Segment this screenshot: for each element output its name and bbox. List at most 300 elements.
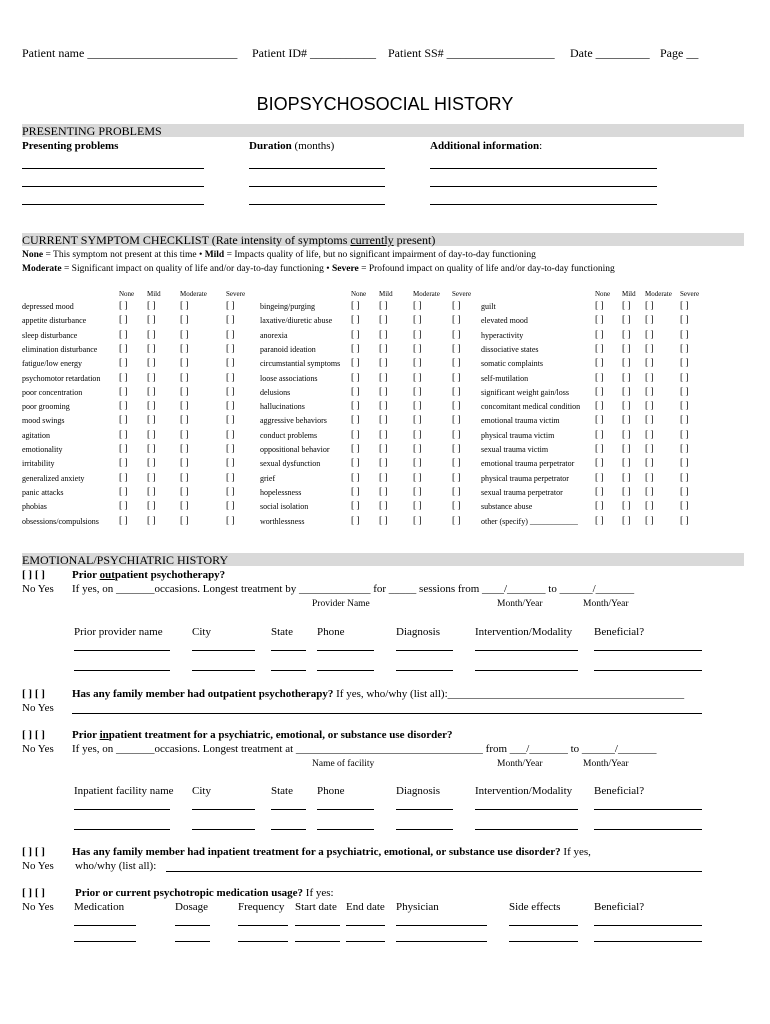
medication-entry-line[interactable] xyxy=(346,925,385,926)
rating-checkbox-mild[interactable]: [ ] xyxy=(622,486,631,497)
rating-checkbox-none[interactable]: [ ] xyxy=(595,515,604,526)
rating-checkbox-mild[interactable]: [ ] xyxy=(379,386,388,397)
inpatient-entry-line[interactable] xyxy=(475,829,578,830)
rating-checkbox-none[interactable]: [ ] xyxy=(119,401,128,412)
rating-checkbox-none[interactable]: [ ] xyxy=(351,444,360,454)
q2-checkboxes[interactable]: [ ] [ ] xyxy=(22,688,45,700)
rating-checkbox-none[interactable]: [ ] xyxy=(119,444,128,454)
medication-entry-line[interactable] xyxy=(346,941,385,942)
q1-provider-caption: Provider Name xyxy=(312,599,370,609)
info-line-1[interactable] xyxy=(430,168,657,169)
rating-checkbox-none[interactable]: [ ] xyxy=(595,386,604,397)
rating-checkbox-mild[interactable]: [ ] xyxy=(622,501,631,512)
q5-checkboxes[interactable]: [ ] [ ] xyxy=(22,887,45,899)
problem-line-2[interactable] xyxy=(22,186,204,187)
rating-checkbox-moderate[interactable]: [ ] xyxy=(413,343,422,354)
rating-checkbox-moderate[interactable]: [ ] xyxy=(180,372,189,383)
rating-checkbox-mild[interactable]: [ ] xyxy=(622,315,631,326)
rating-checkbox-moderate[interactable]: [ ] xyxy=(645,444,654,454)
provider-entry-line[interactable] xyxy=(192,650,255,651)
rating-checkbox-moderate[interactable]: [ ] xyxy=(180,386,189,397)
rating-checkbox-severe[interactable]: [ ] xyxy=(226,486,235,497)
rating-checkbox-severe[interactable]: [ ] xyxy=(452,329,461,340)
rating-checkbox-severe[interactable]: [ ] xyxy=(452,429,461,440)
rating-checkbox-mild[interactable]: [ ] xyxy=(622,372,631,383)
inpatient-entry-line[interactable] xyxy=(192,809,255,810)
rating-checkbox-none[interactable]: [ ] xyxy=(119,386,128,397)
rating-checkbox-severe[interactable]: [ ] xyxy=(226,429,235,440)
medication-entry-line[interactable] xyxy=(175,941,210,942)
medication-entry-line[interactable] xyxy=(74,941,136,942)
q3-question xyxy=(72,729,453,741)
provider-entry-line[interactable] xyxy=(396,670,453,671)
rating-checkbox-mild[interactable]: [ ] xyxy=(379,372,388,383)
rating-checkbox-severe[interactable]: [ ] xyxy=(680,486,689,497)
rating-checkbox-severe[interactable]: [ ] xyxy=(452,372,461,383)
rating-checkbox-moderate[interactable]: [ ] xyxy=(645,472,654,483)
q1-no-yes: No Yes xyxy=(22,583,54,595)
legend-severe: Severe xyxy=(331,264,359,274)
legend-moderate-desc: = Significant impact on quality of life and/or day-to-day functioning • xyxy=(61,264,332,274)
provider-entry-line[interactable] xyxy=(317,670,374,671)
inpatient-entry-line[interactable] xyxy=(271,809,306,810)
rating-checkbox-severe[interactable]: [ ] xyxy=(226,458,235,469)
rating-checkbox-mild[interactable]: [ ] xyxy=(147,486,156,497)
provider-entry-line[interactable] xyxy=(192,670,255,671)
rating-checkbox-mild[interactable]: [ ] xyxy=(147,444,156,454)
rating-checkbox-severe[interactable]: [ ] xyxy=(680,343,689,354)
rating-checkbox-severe[interactable]: [ ] xyxy=(680,329,689,340)
rating-checkbox-none[interactable]: [ ] xyxy=(351,372,360,383)
prov-col-city: City xyxy=(192,626,211,638)
provider-entry-line[interactable] xyxy=(271,650,306,651)
rating-checkbox-none[interactable]: [ ] xyxy=(351,472,360,483)
legend-line-2 xyxy=(22,264,615,274)
rating-checkbox-severe[interactable]: [ ] xyxy=(226,301,235,311)
medication-entry-line[interactable] xyxy=(175,925,210,926)
provider-entry-line[interactable] xyxy=(74,650,170,651)
rating-checkbox-moderate[interactable]: [ ] xyxy=(180,301,189,311)
rating-checkbox-severe[interactable]: [ ] xyxy=(452,386,461,397)
rating-checkbox-moderate[interactable]: [ ] xyxy=(413,501,422,512)
rating-checkbox-severe[interactable]: [ ] xyxy=(226,415,235,426)
inpatient-entry-line[interactable] xyxy=(396,829,453,830)
inpatient-entry-line[interactable] xyxy=(317,829,374,830)
patient-ss-field[interactable]: Patient SS# __________________ xyxy=(388,46,555,60)
rating-checkbox-none[interactable]: [ ] xyxy=(119,372,128,383)
rating-checkbox-severe[interactable]: [ ] xyxy=(226,515,235,526)
rating-checkbox-severe[interactable]: [ ] xyxy=(680,358,689,369)
rating-checkbox-severe[interactable]: [ ] xyxy=(680,301,689,311)
rating-checkbox-severe[interactable]: [ ] xyxy=(680,401,689,412)
rating-checkbox-moderate[interactable]: [ ] xyxy=(180,515,189,526)
page-field[interactable]: Page __ xyxy=(660,46,699,60)
rating-checkbox-none[interactable]: [ ] xyxy=(119,315,128,326)
q1-detail-line[interactable]: If yes, on _______occasions. Longest treatment by _____________ for _____ sessions from ____/_______ to ______/_______ xyxy=(72,583,635,595)
rating-checkbox-severe[interactable]: [ ] xyxy=(452,358,461,369)
medication-entry-line[interactable] xyxy=(295,941,340,942)
q1-checkboxes[interactable]: [ ] [ ] xyxy=(22,569,45,581)
duration-line-1[interactable] xyxy=(249,168,385,169)
rating-checkbox-severe[interactable]: [ ] xyxy=(226,501,235,512)
med-col-start-date: Start date xyxy=(295,901,337,913)
rating-checkbox-none[interactable]: [ ] xyxy=(595,458,604,469)
medication-entry-line[interactable] xyxy=(238,941,288,942)
rating-checkbox-moderate[interactable]: [ ] xyxy=(180,343,189,354)
rating-checkbox-none[interactable]: [ ] xyxy=(119,343,128,354)
rating-checkbox-none[interactable]: [ ] xyxy=(351,501,360,512)
rating-checkbox-none[interactable]: [ ] xyxy=(595,415,604,426)
symptom-label: sleep disturbance xyxy=(22,330,78,340)
rating-checkbox-mild[interactable]: [ ] xyxy=(622,458,631,469)
rating-checkbox-none[interactable]: [ ] xyxy=(351,315,360,326)
symptom-label: elevated mood xyxy=(481,316,528,326)
rating-checkbox-mild[interactable]: [ ] xyxy=(379,301,388,311)
rating-checkbox-moderate[interactable]: [ ] xyxy=(180,401,189,412)
rating-checkbox-none[interactable]: [ ] xyxy=(595,486,604,497)
rating-checkbox-mild[interactable]: [ ] xyxy=(622,415,631,426)
rating-checkbox-severe[interactable]: [ ] xyxy=(680,515,689,526)
rating-checkbox-mild[interactable]: [ ] xyxy=(379,501,388,512)
rating-checkbox-moderate[interactable]: [ ] xyxy=(180,458,189,469)
rating-checkbox-severe[interactable]: [ ] xyxy=(680,415,689,426)
info-line-2[interactable] xyxy=(430,186,657,187)
rating-checkbox-severe[interactable]: [ ] xyxy=(452,315,461,326)
rating-checkbox-severe[interactable]: [ ] xyxy=(680,372,689,383)
rating-checkbox-mild[interactable]: [ ] xyxy=(379,358,388,369)
provider-entry-line[interactable] xyxy=(594,650,702,651)
rating-checkbox-moderate[interactable]: [ ] xyxy=(645,329,654,340)
rating-checkbox-none[interactable]: [ ] xyxy=(595,501,604,512)
rating-checkbox-severe[interactable]: [ ] xyxy=(680,315,689,326)
rating-checkbox-mild[interactable]: [ ] xyxy=(379,444,388,454)
rating-checkbox-none[interactable]: [ ] xyxy=(119,301,128,311)
q2-answer-line[interactable] xyxy=(72,713,702,714)
rating-checkbox-none[interactable]: [ ] xyxy=(351,429,360,440)
rating-checkbox-none[interactable]: [ ] xyxy=(351,401,360,412)
inpatient-entry-line[interactable] xyxy=(192,829,255,830)
rating-header-moderate: Moderate xyxy=(413,290,440,298)
rating-checkbox-none[interactable]: [ ] xyxy=(351,415,360,426)
problem-line-1[interactable] xyxy=(22,168,204,169)
date-field[interactable]: Date _________ xyxy=(570,46,650,60)
rating-checkbox-none[interactable]: [ ] xyxy=(119,486,128,497)
rating-checkbox-mild[interactable]: [ ] xyxy=(147,315,156,326)
symptom-label: emotional trauma victim xyxy=(481,416,560,426)
legend-none-desc: = This symptom not present at this time • xyxy=(43,250,205,260)
rating-checkbox-moderate[interactable]: [ ] xyxy=(180,472,189,483)
medication-entry-line[interactable] xyxy=(594,941,702,942)
rating-checkbox-none[interactable]: [ ] xyxy=(595,401,604,412)
rating-checkbox-severe[interactable]: [ ] xyxy=(680,501,689,512)
section-title-presenting: PRESENTING PROBLEMS xyxy=(22,124,162,138)
q1-out: out xyxy=(99,569,115,581)
rating-checkbox-severe[interactable]: [ ] xyxy=(226,358,235,369)
inpatient-entry-line[interactable] xyxy=(594,809,702,810)
rating-checkbox-mild[interactable]: [ ] xyxy=(622,343,631,354)
additional-info-label: Additional information xyxy=(430,140,540,152)
rating-checkbox-none[interactable]: [ ] xyxy=(351,486,360,497)
rating-checkbox-none[interactable]: [ ] xyxy=(119,472,128,483)
rating-checkbox-moderate[interactable]: [ ] xyxy=(413,315,422,326)
legend-mild-desc: = Impacts quality of life, but no significant impairment of day-to-day functioning xyxy=(224,250,536,260)
duration-unit: (months) xyxy=(291,140,335,152)
rating-checkbox-mild[interactable]: [ ] xyxy=(622,358,631,369)
rating-checkbox-severe[interactable]: [ ] xyxy=(226,372,235,383)
rating-checkbox-mild[interactable]: [ ] xyxy=(147,415,156,426)
rating-checkbox-mild[interactable]: [ ] xyxy=(147,472,156,483)
inp-col-name: Inpatient facility name xyxy=(74,785,174,797)
rating-header-moderate: Moderate xyxy=(645,290,672,298)
q3-pre: Prior xyxy=(72,729,100,741)
rating-checkbox-moderate[interactable]: [ ] xyxy=(413,358,422,369)
rating-checkbox-mild[interactable]: [ ] xyxy=(622,386,631,397)
medication-entry-line[interactable] xyxy=(396,941,487,942)
rating-checkbox-mild[interactable]: [ ] xyxy=(147,515,156,526)
rating-checkbox-severe[interactable]: [ ] xyxy=(452,415,461,426)
q2-question[interactable] xyxy=(72,688,684,700)
rating-checkbox-none[interactable]: [ ] xyxy=(595,343,604,354)
rating-checkbox-none[interactable]: [ ] xyxy=(595,429,604,440)
rating-checkbox-none[interactable]: [ ] xyxy=(351,343,360,354)
medication-entry-line[interactable] xyxy=(509,941,578,942)
rating-checkbox-moderate[interactable]: [ ] xyxy=(645,486,654,497)
rating-checkbox-mild[interactable]: [ ] xyxy=(147,372,156,383)
symptom-label: sexual trauma perpetrator xyxy=(481,487,563,497)
rating-checkbox-moderate[interactable]: [ ] xyxy=(180,501,189,512)
rating-checkbox-mild[interactable]: [ ] xyxy=(379,329,388,340)
medication-entry-line[interactable] xyxy=(594,925,702,926)
inpatient-entry-line[interactable] xyxy=(396,809,453,810)
q4-answer-line[interactable] xyxy=(166,871,702,872)
rating-checkbox-severe[interactable]: [ ] xyxy=(226,315,235,326)
rating-header-moderate: Moderate xyxy=(180,290,207,298)
rating-checkbox-none[interactable]: [ ] xyxy=(595,358,604,369)
rating-checkbox-mild[interactable]: [ ] xyxy=(379,429,388,440)
rating-checkbox-moderate[interactable]: [ ] xyxy=(180,444,189,454)
provider-entry-line[interactable] xyxy=(475,650,578,651)
rating-checkbox-mild[interactable]: [ ] xyxy=(622,515,631,526)
provider-entry-line[interactable] xyxy=(594,670,702,671)
rating-checkbox-none[interactable]: [ ] xyxy=(595,444,604,454)
rating-checkbox-none[interactable]: [ ] xyxy=(595,472,604,483)
rating-checkbox-mild[interactable]: [ ] xyxy=(622,472,631,483)
rating-checkbox-mild[interactable]: [ ] xyxy=(147,329,156,340)
rating-checkbox-moderate[interactable]: [ ] xyxy=(645,301,654,311)
rating-checkbox-mild[interactable]: [ ] xyxy=(147,429,156,440)
rating-checkbox-mild[interactable]: [ ] xyxy=(379,472,388,483)
rating-checkbox-severe[interactable]: [ ] xyxy=(226,329,235,340)
rating-checkbox-severe[interactable]: [ ] xyxy=(680,386,689,397)
rating-checkbox-severe[interactable]: [ ] xyxy=(452,472,461,483)
rating-checkbox-severe[interactable]: [ ] xyxy=(680,472,689,483)
inpatient-entry-line[interactable] xyxy=(317,809,374,810)
checklist-title-currently: currently xyxy=(350,233,394,247)
rating-checkbox-none[interactable]: [ ] xyxy=(351,458,360,469)
rating-checkbox-moderate[interactable]: [ ] xyxy=(413,386,422,397)
rating-checkbox-mild[interactable]: [ ] xyxy=(622,444,631,454)
provider-entry-line[interactable] xyxy=(396,650,453,651)
rating-checkbox-moderate[interactable]: [ ] xyxy=(413,415,422,426)
rating-checkbox-severe[interactable]: [ ] xyxy=(226,444,235,454)
rating-checkbox-moderate[interactable]: [ ] xyxy=(645,401,654,412)
info-line-3[interactable] xyxy=(430,204,657,205)
rating-checkbox-mild[interactable]: [ ] xyxy=(379,458,388,469)
rating-checkbox-none[interactable]: [ ] xyxy=(351,386,360,397)
rating-checkbox-mild[interactable]: [ ] xyxy=(622,401,631,412)
symptom-label: loose associations xyxy=(260,373,318,383)
med-col-side-effects: Side effects xyxy=(509,901,561,913)
rating-checkbox-mild[interactable]: [ ] xyxy=(622,329,631,340)
inpatient-entry-line[interactable] xyxy=(475,809,578,810)
legend-severe-desc: = Profound impact on quality of life and/or day-to-day functioning xyxy=(358,264,615,274)
rating-checkbox-none[interactable]: [ ] xyxy=(351,301,360,311)
medication-entry-line[interactable] xyxy=(238,925,288,926)
rating-checkbox-moderate[interactable]: [ ] xyxy=(645,458,654,469)
rating-checkbox-severe[interactable]: [ ] xyxy=(680,429,689,440)
prov-col-beneficial: Beneficial? xyxy=(594,626,645,638)
rating-checkbox-severe[interactable]: [ ] xyxy=(226,386,235,397)
rating-checkbox-moderate[interactable]: [ ] xyxy=(645,515,654,526)
rating-checkbox-moderate[interactable]: [ ] xyxy=(645,315,654,326)
rating-checkbox-none[interactable]: [ ] xyxy=(351,515,360,526)
rating-checkbox-severe[interactable]: [ ] xyxy=(226,401,235,412)
rating-checkbox-moderate[interactable]: [ ] xyxy=(645,343,654,354)
rating-checkbox-moderate[interactable]: [ ] xyxy=(645,429,654,440)
rating-checkbox-none[interactable]: [ ] xyxy=(119,329,128,340)
rating-checkbox-severe[interactable]: [ ] xyxy=(452,401,461,412)
symptom-label: mood swings xyxy=(22,416,65,426)
rating-checkbox-severe[interactable]: [ ] xyxy=(452,343,461,354)
rating-checkbox-moderate[interactable]: [ ] xyxy=(413,301,422,311)
rating-checkbox-mild[interactable]: [ ] xyxy=(379,486,388,497)
provider-entry-line[interactable] xyxy=(317,650,374,651)
duration-line-2[interactable] xyxy=(249,186,385,187)
rating-checkbox-moderate[interactable]: [ ] xyxy=(413,429,422,440)
rating-checkbox-none[interactable]: [ ] xyxy=(119,429,128,440)
rating-checkbox-mild[interactable]: [ ] xyxy=(379,315,388,326)
rating-checkbox-mild[interactable]: [ ] xyxy=(147,401,156,412)
rating-checkbox-mild[interactable]: [ ] xyxy=(622,429,631,440)
inpatient-entry-line[interactable] xyxy=(74,829,170,830)
med-col-physician: Physician xyxy=(396,901,439,913)
rating-checkbox-moderate[interactable]: [ ] xyxy=(413,372,422,383)
rating-checkbox-severe[interactable]: [ ] xyxy=(452,501,461,512)
patient-id-field[interactable]: Patient ID# ___________ xyxy=(252,46,376,60)
q4-who-why: who/why (list all): xyxy=(75,860,157,872)
patient-name-field[interactable]: Patient name _________________________ xyxy=(22,46,238,60)
rating-checkbox-moderate[interactable]: [ ] xyxy=(413,401,422,412)
rating-checkbox-moderate[interactable]: [ ] xyxy=(413,486,422,497)
rating-checkbox-mild[interactable]: [ ] xyxy=(147,501,156,512)
rating-checkbox-moderate[interactable]: [ ] xyxy=(645,501,654,512)
rating-checkbox-mild[interactable]: [ ] xyxy=(379,343,388,354)
provider-entry-line[interactable] xyxy=(74,670,170,671)
medication-entry-line[interactable] xyxy=(396,925,487,926)
rating-checkbox-none[interactable]: [ ] xyxy=(119,415,128,426)
q3-detail-line[interactable]: If yes, on _______occasions. Longest treatment at __________________________________ from ___/_______ to ______/_______ xyxy=(72,743,657,755)
symptom-label: self-mutilation xyxy=(481,373,529,383)
symptom-label: generalized anxiety xyxy=(22,473,85,483)
duration-line-3[interactable] xyxy=(249,204,385,205)
inpatient-entry-line[interactable] xyxy=(74,809,170,810)
rating-checkbox-moderate[interactable]: [ ] xyxy=(645,386,654,397)
rating-checkbox-mild[interactable]: [ ] xyxy=(379,401,388,412)
provider-entry-line[interactable] xyxy=(271,670,306,671)
rating-checkbox-moderate[interactable]: [ ] xyxy=(180,358,189,369)
rating-checkbox-moderate[interactable]: [ ] xyxy=(413,515,422,526)
rating-checkbox-mild[interactable]: [ ] xyxy=(622,301,631,311)
rating-checkbox-none[interactable]: [ ] xyxy=(119,515,128,526)
rating-checkbox-none[interactable]: [ ] xyxy=(595,315,604,326)
rating-checkbox-moderate[interactable]: [ ] xyxy=(180,315,189,326)
rating-checkbox-none[interactable]: [ ] xyxy=(595,372,604,383)
medication-entry-line[interactable] xyxy=(295,925,340,926)
rating-checkbox-mild[interactable]: [ ] xyxy=(379,515,388,526)
rating-checkbox-severe[interactable]: [ ] xyxy=(226,472,235,483)
provider-entry-line[interactable] xyxy=(475,670,578,671)
rating-checkbox-mild[interactable]: [ ] xyxy=(147,301,156,311)
additional-info-header xyxy=(430,140,542,152)
rating-checkbox-mild[interactable]: [ ] xyxy=(147,343,156,354)
rating-checkbox-moderate[interactable]: [ ] xyxy=(645,372,654,383)
rating-checkbox-severe[interactable]: [ ] xyxy=(452,444,461,454)
rating-checkbox-moderate[interactable]: [ ] xyxy=(180,415,189,426)
problem-line-3[interactable] xyxy=(22,204,204,205)
symptom-label: delusions xyxy=(260,387,291,397)
q1-post: patient psychotherapy? xyxy=(114,569,226,581)
med-col-frequency: Frequency xyxy=(238,901,285,913)
rating-checkbox-moderate[interactable]: [ ] xyxy=(413,444,422,454)
rating-checkbox-none[interactable]: [ ] xyxy=(119,458,128,469)
symptom-label: sexual dysfunction xyxy=(260,459,321,469)
rating-checkbox-none[interactable]: [ ] xyxy=(595,329,604,340)
rating-checkbox-moderate[interactable]: [ ] xyxy=(180,429,189,440)
rating-checkbox-severe[interactable]: [ ] xyxy=(452,515,461,526)
rating-checkbox-moderate[interactable]: [ ] xyxy=(180,486,189,497)
rating-checkbox-moderate[interactable]: [ ] xyxy=(645,358,654,369)
rating-checkbox-severe[interactable]: [ ] xyxy=(452,486,461,497)
rating-checkbox-none[interactable]: [ ] xyxy=(351,358,360,369)
rating-checkbox-none[interactable]: [ ] xyxy=(351,329,360,340)
rating-checkbox-severe[interactable]: [ ] xyxy=(680,458,689,469)
rating-checkbox-none[interactable]: [ ] xyxy=(595,301,604,311)
rating-checkbox-moderate[interactable]: [ ] xyxy=(645,415,654,426)
rating-checkbox-none[interactable]: [ ] xyxy=(119,358,128,369)
q3-no-yes: No Yes xyxy=(22,743,54,755)
rating-checkbox-mild[interactable]: [ ] xyxy=(147,458,156,469)
medication-entry-line[interactable] xyxy=(74,925,136,926)
rating-checkbox-mild[interactable]: [ ] xyxy=(147,358,156,369)
rating-checkbox-mild[interactable]: [ ] xyxy=(147,386,156,397)
rating-checkbox-moderate[interactable]: [ ] xyxy=(180,329,189,340)
q3-checkboxes[interactable]: [ ] [ ] xyxy=(22,729,45,741)
medication-entry-line[interactable] xyxy=(509,925,578,926)
rating-checkbox-severe[interactable]: [ ] xyxy=(680,444,689,454)
prov-col-state: State xyxy=(271,626,293,638)
rating-checkbox-moderate[interactable]: [ ] xyxy=(413,329,422,340)
rating-checkbox-severe[interactable]: [ ] xyxy=(452,458,461,469)
rating-checkbox-moderate[interactable]: [ ] xyxy=(413,472,422,483)
inpatient-entry-line[interactable] xyxy=(271,829,306,830)
q4-checkboxes[interactable]: [ ] [ ] xyxy=(22,846,45,858)
rating-checkbox-moderate[interactable]: [ ] xyxy=(413,458,422,469)
rating-checkbox-severe[interactable]: [ ] xyxy=(452,301,461,311)
rating-checkbox-mild[interactable]: [ ] xyxy=(379,415,388,426)
rating-checkbox-severe[interactable]: [ ] xyxy=(226,343,235,354)
inpatient-entry-line[interactable] xyxy=(594,829,702,830)
rating-checkbox-none[interactable]: [ ] xyxy=(119,501,128,512)
